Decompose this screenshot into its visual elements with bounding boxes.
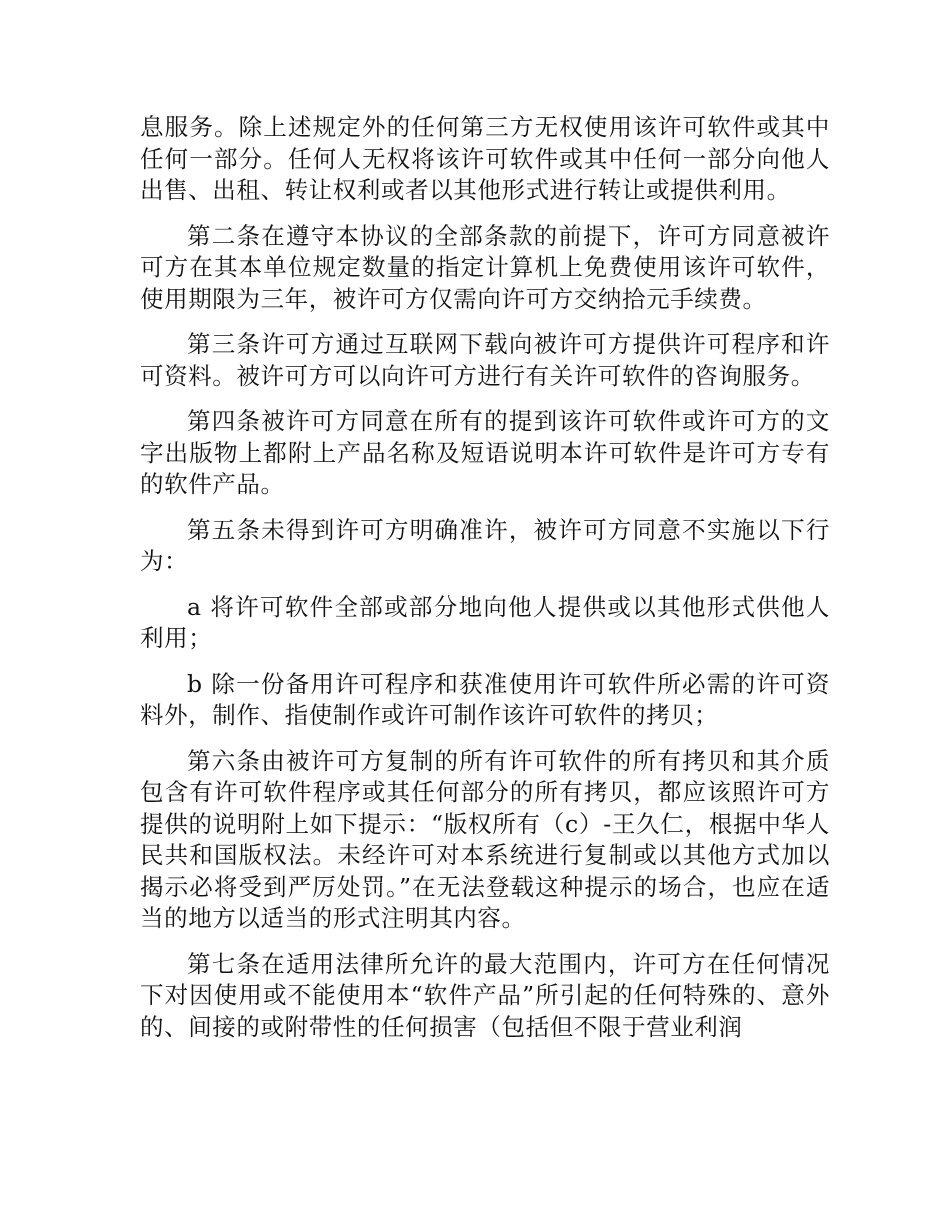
paragraph-article-6: 第六条由被许可方复制的所有许可软件的所有拷贝和其介质包含有许可软件程序或其任何部分的所有拷贝，都应该照许可方提供的说明附上如下提示：“版权所有（c）-王久仁，根据中华人民共和国版权法。未经许可对本系统进行复制或以其他方式加以揭示必将受到严厉处罚。”在无法登载这种提示的场合，也应在适当的地方以适当的形式注明其内容。 (140, 746, 830, 932)
paragraph-article-3: 第三条许可方通过互联网下载向被许可方提供许可程序和许可资料。被许可方可以向许可方进行有关许可软件的咨询服务。 (140, 330, 830, 390)
document-page (140, 112, 830, 1057)
paragraph-item-b: b 除一份备用许可程序和获准使用许可软件所必需的许可资料外，制作、指使制作或许可制作该许可软件的拷贝； (140, 669, 830, 729)
paragraph-article-4: 第四条被许可方同意在所有的提到该许可软件或许可方的文字出版物上都附上产品名称及短语说明本许可软件是许可方专有的软件产品。 (140, 407, 830, 498)
paragraph-article-2: 第二条在遵守本协议的全部条款的前提下，许可方同意被许可方在其本单位规定数量的指定计算机上免费使用该许可软件，使用期限为三年，被许可方仅需向许可方交纳拾元手续费。 (140, 221, 830, 313)
paragraph-article-7: 第七条在适用法律所允许的最大范围内，许可方在任何情况下对因使用或不能使用本“软件产品”所引起的任何特殊的、意外的、间接的或附带性的任何损害（包括但不限于营业利润 (140, 949, 830, 1041)
paragraph-article-5: 第五条未得到许可方明确准许，被许可方同意不实施以下行为： (140, 515, 830, 575)
paragraph-continuation: 息服务。除上述规定外的任何第三方无权使用该许可软件或其中任何一部分。任何人无权将该许可软件或其中任何一部分向他人出售、出租、转让权利或者以其他形式进行转让或提供利用。 (140, 113, 830, 204)
paragraph-item-a: a 将许可软件全部或部分地向他人提供或以其他形式供他人利用； (140, 592, 830, 652)
